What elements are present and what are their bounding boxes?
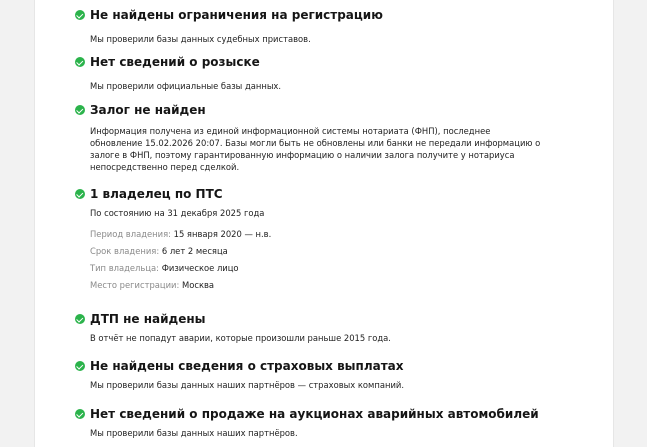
detail-value: Физическое лицо <box>161 263 239 273</box>
item-title: Залог не найден <box>90 103 206 117</box>
owner-details <box>75 228 595 291</box>
owner-detail-region <box>90 279 595 291</box>
item-title: Нет сведений о розыске <box>90 55 260 69</box>
item-description-line: непосредственно перед сделкой. <box>90 162 240 172</box>
check-circle-icon <box>75 361 85 371</box>
check-item-owners <box>75 187 595 291</box>
detail-value: 15 января 2020 — н.в. <box>173 229 272 239</box>
item-title: Не найдены ограничения на регистрацию <box>90 8 383 22</box>
check-circle-icon <box>75 314 85 324</box>
detail-label: Место регистрации: <box>90 280 180 290</box>
check-item-insurance <box>75 359 595 391</box>
check-circle-icon <box>75 57 85 67</box>
item-description: В отчёт не попадут аварии, которые произошли раньше 2015 года. <box>90 333 391 343</box>
check-circle-icon <box>75 10 85 20</box>
item-description: Мы проверили базы данных наших партнёров — страховых компаний. <box>90 380 405 390</box>
detail-label: Тип владельца: <box>90 263 160 273</box>
check-item-auctions <box>75 407 595 439</box>
detail-value: 6 лет 2 месяца <box>161 246 228 256</box>
item-title: ДТП не найдены <box>90 312 206 326</box>
item-title: Нет сведений о продаже на аукционах аварийных автомобилей <box>90 407 539 421</box>
detail-value: Москва <box>181 280 215 290</box>
item-description-line: залоге в ФНП, поэтому гарантированную информацию о наличии залога получите у нотариуса <box>90 150 515 160</box>
item-title: Не найдены сведения о страховых выплатах <box>90 359 404 373</box>
detail-label: Период владения: <box>90 229 171 239</box>
item-description-line: обновление 15.02.2026 20:07. Базы могли быть не обновлены или банки не передали информацию о <box>90 138 541 148</box>
report-card <box>34 0 614 447</box>
item-description-line: Информация получена из единой информационной системы нотариата (ФНП), последнее <box>90 126 491 136</box>
item-title: 1 владелец по ПТС <box>90 187 223 201</box>
owner-detail-duration <box>90 245 595 257</box>
item-description: Мы проверили базы данных судебных приставов. <box>90 34 311 44</box>
item-description: Мы проверили официальные базы данных. <box>90 81 282 91</box>
item-description: По состоянию на 31 декабря 2025 года <box>90 208 265 218</box>
item-description: Мы проверили базы данных наших партнёров. <box>90 428 298 438</box>
check-item-registration <box>75 8 595 45</box>
check-circle-icon <box>75 189 85 199</box>
check-circle-icon <box>75 105 85 115</box>
check-item-pledge <box>75 103 595 173</box>
owner-detail-type <box>90 262 595 274</box>
detail-label: Срок владения: <box>90 246 160 256</box>
check-item-accidents <box>75 312 595 344</box>
check-circle-icon <box>75 409 85 419</box>
check-item-wanted <box>75 55 595 92</box>
owner-detail-period <box>90 228 595 240</box>
